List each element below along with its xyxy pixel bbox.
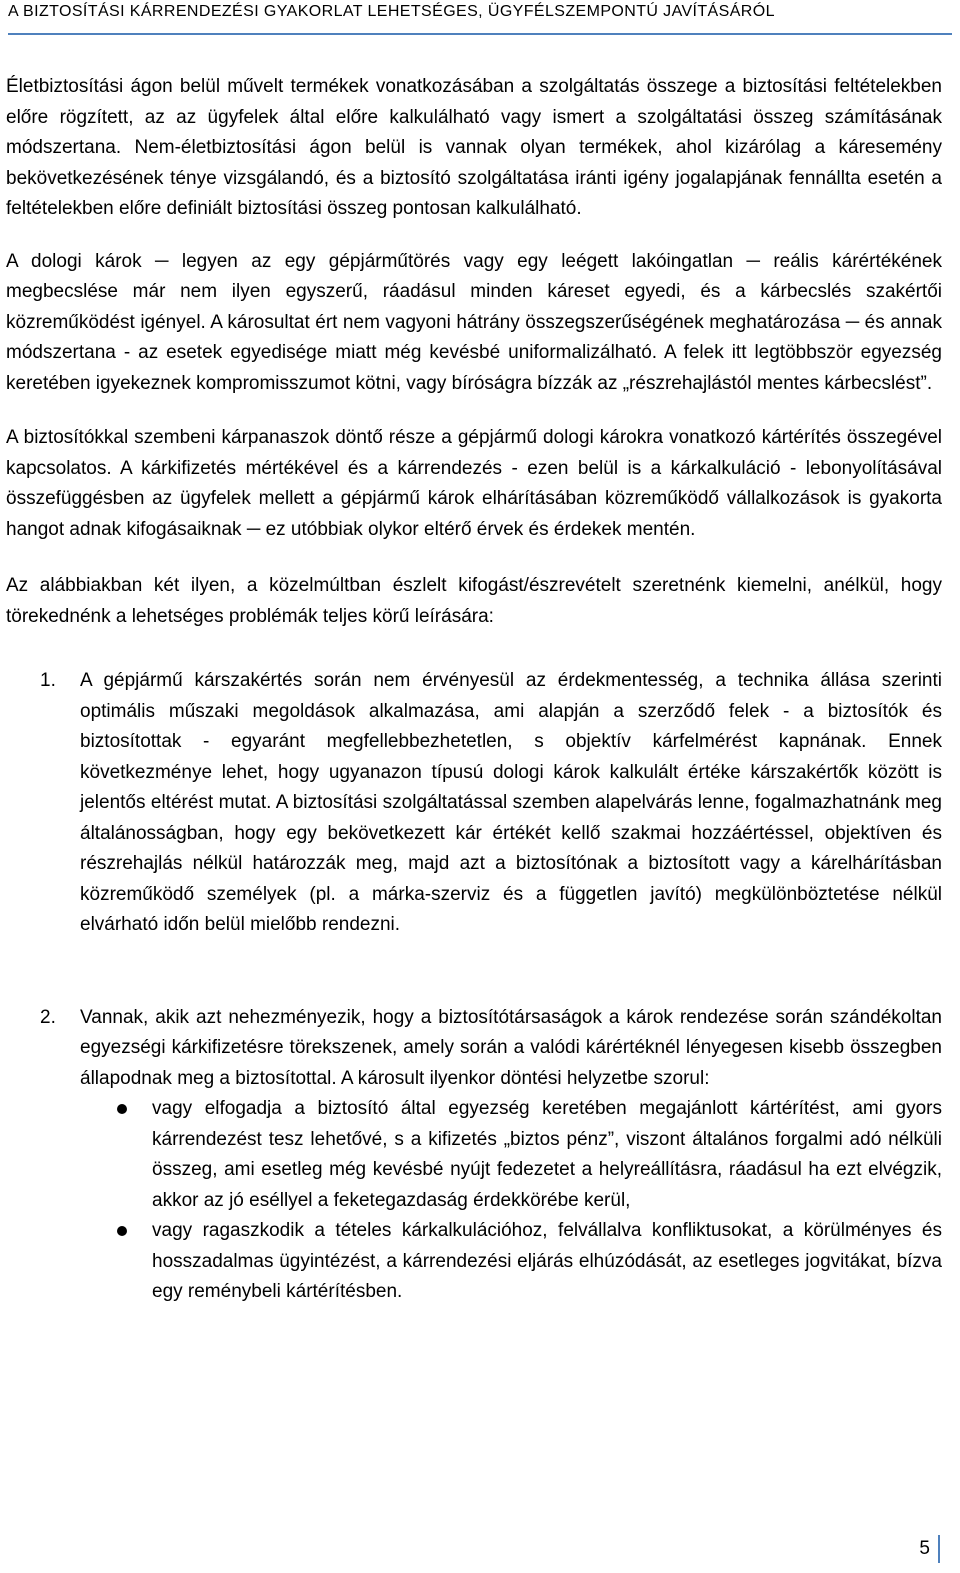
document-body bbox=[6, 72, 942, 1308]
list-item-number: 1. bbox=[40, 670, 56, 691]
bullet-item bbox=[8, 1216, 942, 1308]
paragraph-complaints: A biztosítókkal szembeni kárpanaszok döntő része a gépjármű dologi károkra vonatkozó kártérítés összegével kapcsolatos. A kárkifizetés mértékével és a kárrendezés - ezen belül is a kárkalkuláció - lebonyolításával összefüggésben az ügyfelek mellett a gépjármű károk elhárításában közreműködő vállalkozások is gyakorta hangot adnak kifogásaiknak ─ ez utóbbiak olykor eltérő érvek és érdekek mentén. bbox=[6, 427, 942, 540]
bullet-text: vagy elfogadja a biztosító által egyezség keretében megajánlott kártérítést, ami gyors kárrendezést tesz lehetővé, s a kifizetés „biztos pénz”, viszont általános forgalmi adó nélküli összeg, ami esetleg még kevésbé nyújt fedezetet a helyreállításra, ráadásul ha ezt elvégzik, akkor az jó eséllyel a feketegazdaság érdekkörébe kerül, bbox=[152, 1098, 942, 1211]
bullet-text: vagy ragaszkodik a tételes kárkalkulációhoz, felvállalva konfliktusokat, a körülményes és hosszadalmas ügyintézést, a kárrendezési eljárás elhúzódását, az esetleges jogvitákat, bízva egy reménybeli kártérítésben. bbox=[152, 1220, 942, 1302]
paragraph-life-insurance: Életbiztosítási ágon belül művelt termékek vonatkozásában a szolgáltatás összege a biztosítási feltételekben előre rögzített, az az ügyfelek által előre kalkulálható vagy ismert a szolgáltatási összeg számításának módszertana. Nem-életbiztosítási ágon belül is vannak olyan termékek, ahol kizárólag a káresemény bekövetkezésének ténye vizsgálandó, és a biztosító szolgáltatása iránti igény jogalapjának fennállta esetén a feltételekben előre definiált biztosítási összeg pontosan kalkulálható. bbox=[6, 76, 942, 219]
list-item-text: Vannak, akik azt nehezményezik, hogy a biztosítótársaságok a károk rendezése során szándékoltan egyezségi kárkifizetésre törekszenek, amely során a valódi kárértéknél lényegesen kisebb összegben állapodnak meg a biztosítottal. A károsult ilyenkor döntési helyzetbe szorul: bbox=[80, 1006, 942, 1089]
paragraph-intro-list: Az alábbiakban két ilyen, a közelmúltban észlelt kifogást/észrevételt szeretnénk kiemelni, anélkül, hogy törekednénk a lehetséges problémák teljes körű leírására: bbox=[6, 575, 942, 627]
bullet-icon bbox=[117, 1104, 127, 1114]
options-bullet-list bbox=[8, 1094, 942, 1308]
header-title: A BIZTOSÍTÁSI KÁRRENDEZÉSI GYAKORLAT LEHETSÉGES, ÜGYFÉLSZEMPONTÚ JAVÍTÁSÁRÓL bbox=[8, 3, 775, 20]
list-item-text: A gépjármű kárszakértés során nem érvényesül az érdekmentesség, a technika állása szerinti optimális műszaki megoldások alkalmazása, ami alapján a szerződő felek - a biztosítók és biztosítottak - egyaránt megfellebbezhetetlen, s objektív kárfelmérést kapnának. Ennek következménye lehet, hogy ugyanazon típusú dologi károk kalkulált értéke kárszakértők között is jelentős eltérést mutat. A biztosítási szolgáltatással szemben alapelvárás lenne, fogalmazhatnánk meg általánosságban, hogy egy bekövetkezett kár értékét kellő szakmai hozzáértéssel, objektíven és részrehajlás nélkül határozzák meg, majd azt a biztosítónak a biztosított vagy a kárelhárításban közreműködő személyek (pl. a márka-szerviz és a független javító) megkülönböztetése nélkül elvárható időn belül mielőbb rendezni. bbox=[80, 670, 942, 935]
bullet-item bbox=[8, 1094, 942, 1216]
paragraph-property-damage: A dologi károk ─ legyen az egy gépjárműtörés vagy egy leégett lakóingatlan ─ reális kárértékének megbecslése már nem ilyen egyszerű, ráadásul minden káreset egyedi, és a kárbecslés szakértői közreműködést igényel. A károsultat ért nem vagyoni hátrány összegszerűségének meghatározása ─ és annak módszertana - az esetek egyedisége miatt még kevésbé uniformalizálható. A felek itt legtöbbször egyezség keretében igyekeznek kompromisszumot kötni, vagy bíróságra bízzák az „részrehajlástól mentes kárbecslést”. bbox=[6, 250, 942, 394]
list-item bbox=[6, 666, 942, 941]
bullet-icon bbox=[117, 1226, 127, 1236]
page-number: 5 bbox=[919, 1535, 940, 1563]
list-item bbox=[6, 1003, 942, 1308]
objections-list bbox=[6, 666, 942, 1308]
list-item-number: 2. bbox=[40, 1006, 56, 1028]
running-header bbox=[8, 0, 952, 35]
